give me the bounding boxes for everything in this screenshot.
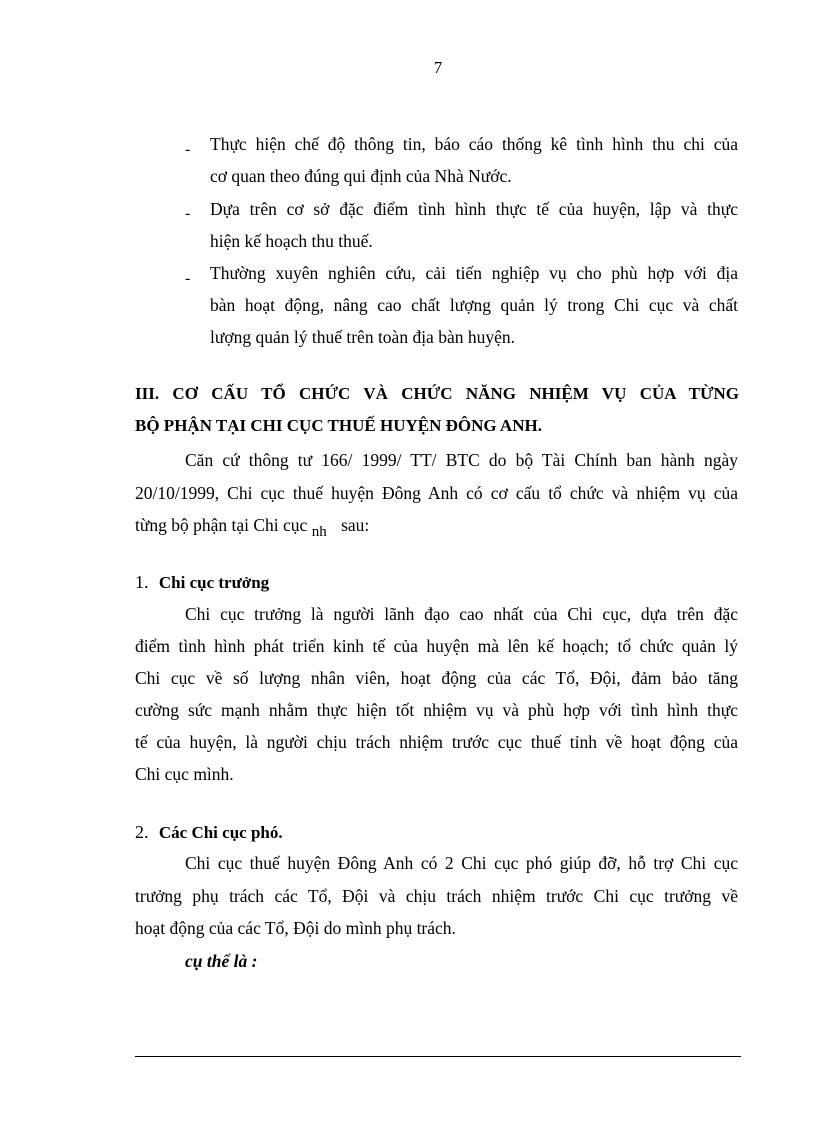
subsection-number: 2. <box>135 822 149 842</box>
subsection-number: 1. <box>135 572 149 592</box>
intro-line-2: 20/10/1999, Chi cục thuế huyện Đông Anh có cơ cấu tổ chức và nhiệm vụ của <box>135 483 738 503</box>
subsection-1-header <box>135 572 269 593</box>
bullet-2-line-1: Dựa trên cơ sở đặc điểm tình hình thực tế của huyện, lập và thực <box>210 199 738 219</box>
section-heading-line-1: III. CƠ CẤU TỔ CHỨC VÀ CHỨC NĂNG NHIỆM VỤ CỦA TỪNG <box>135 384 739 403</box>
subsection-title: Chi cục trưởng <box>158 573 270 592</box>
bullet-1-line-2: cơ quan theo đúng qui định của Nhà Nước. <box>210 166 512 186</box>
sub2-line-3: hoạt động của các Tổ, Đội do mình phụ trách. <box>135 918 456 938</box>
bullet-3-line-1: Thường xuyên nghiên cứu, cải tiến nghiệp vụ cho phù hợp với địa <box>210 263 738 283</box>
bullet-1-line-1: Thực hiện chế độ thông tin, báo cáo thống kê tình hình thu chi của <box>210 134 738 154</box>
intro-line-3-text: từng bộ phận tại Chi cục <box>135 515 308 535</box>
page-number: 7 <box>433 58 443 77</box>
bullet-marker: - <box>185 270 191 287</box>
intro-line-1: Căn cứ thông tư 166/ 1999/ TT/ BTC do bộ Tài Chính ban hành ngày <box>185 450 738 470</box>
sub1-line-6: Chi cục mình. <box>135 764 234 784</box>
sub2-line-1: Chi cục thuế huyện Đông Anh có 2 Chi cục phó giúp đỡ, hỗ trợ Chi cục <box>185 853 738 873</box>
bullet-2-line-2: hiện kế hoạch thu thuế. <box>210 231 373 251</box>
bullet-marker: - <box>185 205 191 222</box>
subsection-2-header <box>135 822 283 843</box>
sub2-line-2: trưởng phụ trách các Tổ, Đội và chịu trách nhiệm trước Chi cục trưởng về <box>135 886 738 906</box>
sub1-line-2: điểm tình hình phát triển kinh tế của huyện mà lên kế hoạch; tổ chức quản lý <box>135 636 738 656</box>
sub1-line-3: Chi cục về số lượng nhân viên, hoạt động của các Tổ, Đội, đảm bảo tăng <box>135 668 738 688</box>
footer-rule <box>135 1056 741 1057</box>
bullet-3-line-2: bàn hoạt động, nâng cao chất lượng quản lý trong Chi cục và chất <box>210 295 738 315</box>
bullet-3-line-3: lượng quản lý thuế trên toàn địa bàn huyện. <box>210 327 515 347</box>
section-heading-line-2: BỘ PHẬN TẠI CHI CỤC THUẾ HUYỆN ĐÔNG ANH. <box>135 416 542 435</box>
intro-line-3 <box>135 515 370 540</box>
intro-line-3-end: sau: <box>341 515 370 535</box>
subsection-title: Các Chi cục phó. <box>158 823 283 842</box>
sub1-line-1: Chi cục trưởng là người lãnh đạo cao nhất của Chi cục, dựa trên đặc <box>185 604 738 624</box>
sub1-line-5: tế của huyện, là người chịu trách nhiệm trước cục thuế tỉnh về hoạt động của <box>135 732 738 752</box>
sub1-line-4: cường sức mạnh nhằm thực hiện tốt nhiệm vụ và phù hợp với tình hình thực <box>135 700 738 720</box>
intro-line-3-fragment: nh <box>311 524 327 540</box>
lead-in-text: cụ thể là : <box>185 951 258 971</box>
bullet-marker: - <box>185 141 191 158</box>
